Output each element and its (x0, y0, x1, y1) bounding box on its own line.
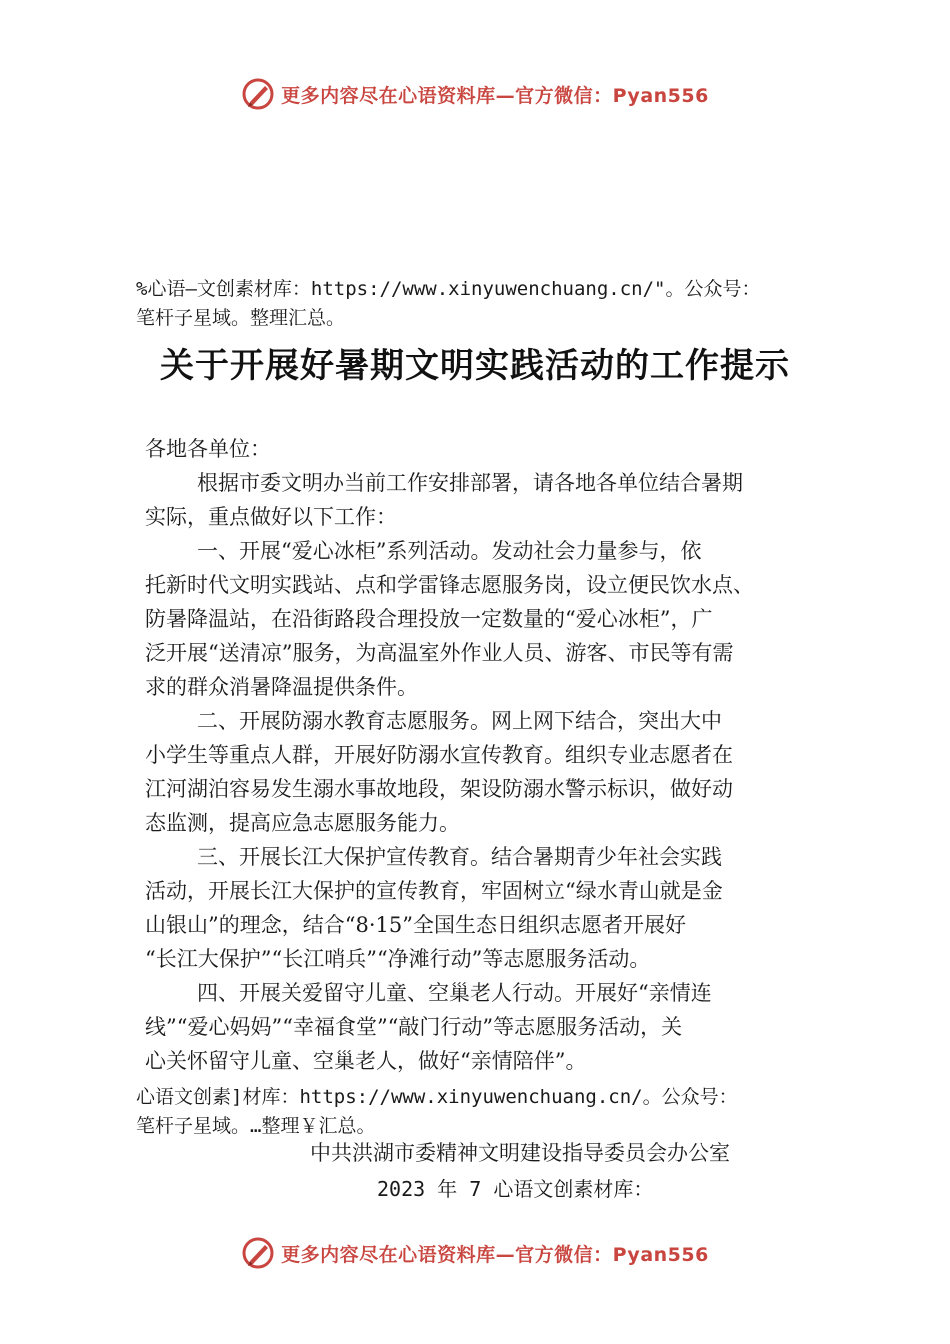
issuing-organization: 中共洪湖市委精神文明建设指导委员会办公室 (310, 1141, 730, 1165)
body-line: 根据市委文明办当前工作安排部署，请各地各单位结合暑期 (197, 471, 743, 495)
source-note-top (136, 275, 836, 333)
pen-logo-icon (241, 77, 275, 111)
body-line: 实际，重点做好以下工作： (145, 505, 397, 529)
pen-logo-icon (241, 1236, 275, 1270)
body-line: 求的群众消暑降温提供条件。 (145, 675, 418, 699)
body-line: 态监测，提高应急志愿服务能力。 (145, 811, 460, 835)
document-title: 关于开展好暑期文明实践活动的工作提示 (160, 346, 790, 386)
document-body (145, 466, 825, 1078)
date-line: 2023 年 7 心语文创素材库： (377, 1177, 654, 1201)
source-note-line: %心语—文创素材库：https://www.xinyuwenchuang.cn/"。公众号： (136, 278, 761, 300)
body-line: 线”“爱心妈妈”“幸福食堂”“敲门行动”等志愿服务活动，关 (145, 1015, 683, 1039)
body-line: 防暑降温站，在沿街路段合理投放一定数量的“爱心冰柜”，广 (145, 607, 713, 631)
body-line: 泛开展“送清凉”服务，为高温室外作业人员、游客、市民等有需 (145, 641, 734, 665)
header-banner (0, 74, 950, 114)
source-note-line: 笔杆子星域。…整理￥汇总。 (136, 1115, 376, 1137)
source-note-line: 心语文创素]材库：https://www.xinyuwenchuang.cn/。公众号： (136, 1086, 738, 1108)
body-line: 一、开展“爱心冰柜”系列活动。发动社会力量参与，依 (197, 539, 702, 563)
source-note-bottom (136, 1083, 836, 1141)
banner-text: 更多内容尽在心语资料库—官方微信：Pyan556 (281, 1243, 709, 1266)
footer-banner (0, 1233, 950, 1273)
salutation-text: 各地各单位： (145, 437, 271, 461)
body-line: 三、开展长江大保护宣传教育。结合暑期青少年社会实践 (197, 845, 722, 869)
body-line: “长江大保护”“长江哨兵”“净滩行动”等志愿服务活动。 (145, 947, 651, 971)
body-line: 托新时代文明实践站、点和学雷锋志愿服务岗，设立便民饮水点、 (145, 573, 754, 597)
salutation (145, 432, 825, 466)
banner-text: 更多内容尽在心语资料库—官方微信：Pyan556 (281, 84, 709, 107)
body-line: 活动，开展长江大保护的宣传教育，牢固树立“绿水青山就是金 (145, 879, 723, 903)
source-note-line: 笔杆子星域。整理汇总。 (136, 307, 346, 329)
body-line: 二、开展防溺水教育志愿服务。网上网下结合，突出大中 (197, 709, 722, 733)
body-line: 小学生等重点人群，开展好防溺水宣传教育。组织专业志愿者在 (145, 743, 733, 767)
body-line: 江河湖泊容易发生溺水事故地段，架设防溺水警示标识，做好动 (145, 777, 733, 801)
body-line: 心关怀留守儿童、空巢老人，做好“亲情陪伴”。 (145, 1049, 587, 1073)
body-line: 四、开展关爱留守儿童、空巢老人行动。开展好“亲情连 (197, 981, 712, 1005)
body-line: 山银山”的理念，结合“8·15”全国生态日组织志愿者开展好 (145, 913, 686, 937)
